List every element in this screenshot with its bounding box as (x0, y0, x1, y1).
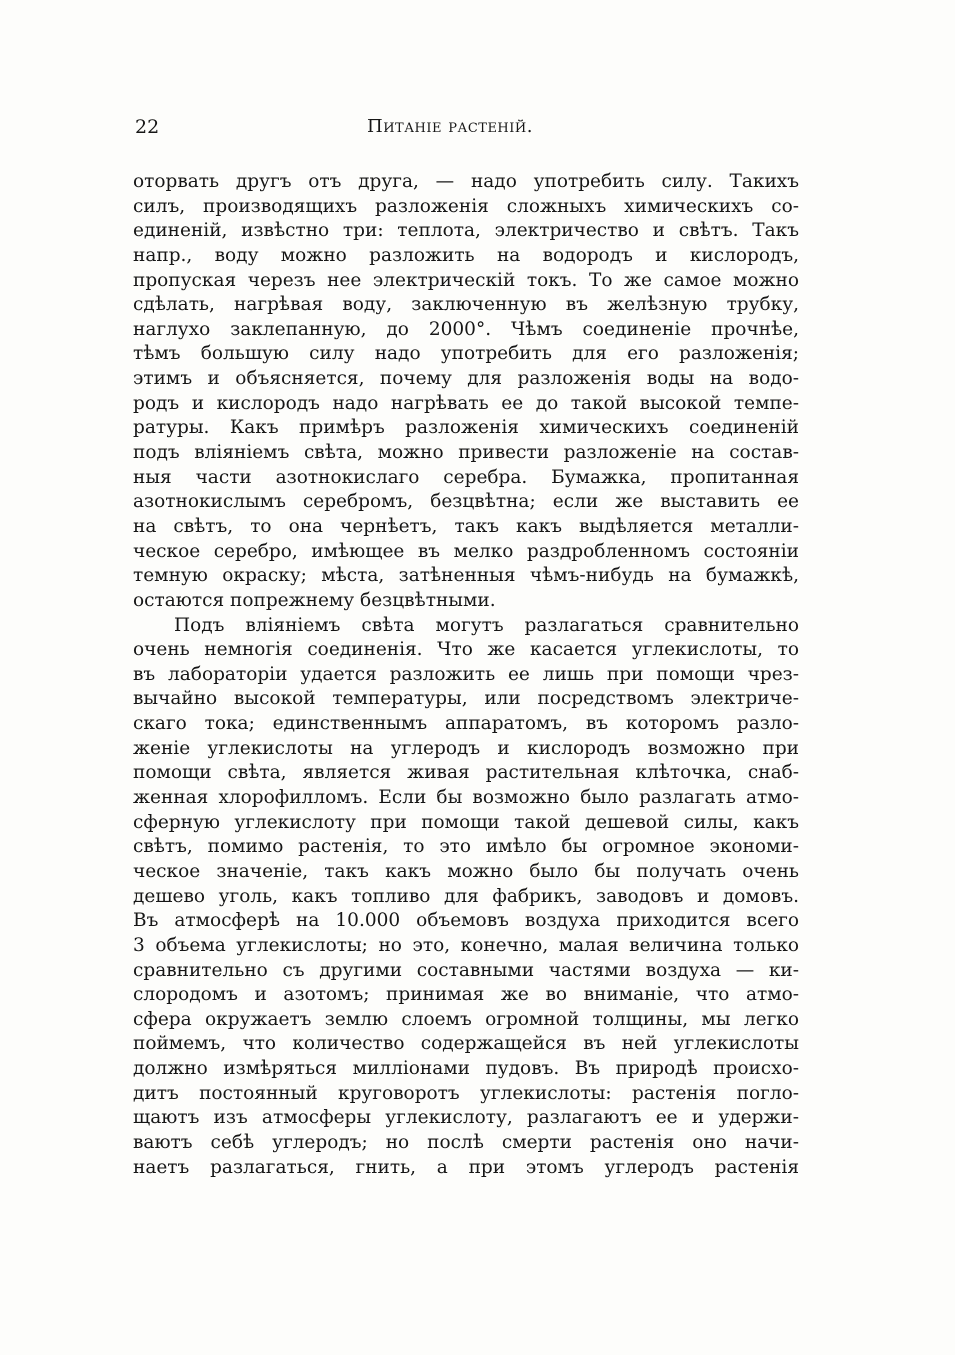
text-line: тѣмъ большую силу надо употребить для его разложенія; (133, 343, 799, 365)
text-line: слородомъ и азотомъ; принимая же во вниманіе, что атмо- (133, 984, 799, 1006)
text-line: ныя части азотнокислаго серебра. Бумажка, пропитанная (133, 466, 799, 488)
text-line: пропуская черезъ нее электрическій токъ. То же самое можно (133, 269, 799, 291)
page-number: 22 (135, 116, 160, 138)
body-text (133, 170, 799, 1180)
text-line: женная хлорофилломъ. Если бы возможно было разлагать атмо- (133, 787, 799, 809)
text-line: свѣтъ, помимо растенія, то это имѣло бы огромное экономи- (133, 836, 799, 858)
page-header (135, 114, 800, 144)
text-line: должно измѣряться милліонами пудовъ. Въ природѣ происхо- (133, 1058, 799, 1080)
text-line: ческое значеніе, такъ какъ можно было бы получать очень (133, 860, 799, 882)
text-line: сфера окружаетъ землю слоемъ огромной толщины, мы легко (133, 1008, 799, 1030)
text-line: вычайно высокой температуры, или посредствомъ электриче- (133, 688, 799, 710)
text-line: помощи свѣта, является живая растительная клѣточка, снаб- (133, 762, 799, 784)
text-line: сферную углекислоту при помощи такой дешевой силы, какъ (133, 811, 799, 833)
text-line: ческое серебро, имѣющее въ мелко раздробленномъ состояніи (133, 540, 799, 562)
text-line: сравнительно съ другими составными частями воздуха — ки- (133, 959, 799, 981)
text-line: остаются попрежнему безцвѣтными. (133, 589, 496, 611)
text-line: этимъ и объясняется, почему для разложенія воды на водо- (133, 368, 799, 390)
text-line: поймемъ, что количество содержащейся въ ней углекислоты (133, 1033, 799, 1055)
text-line: подъ вліяніемъ свѣта, можно привести разложеніе на состав- (133, 442, 799, 464)
text-line: женіе углекислоты на углеродъ и кислородъ возможно при (133, 737, 799, 759)
text-line: единеній, извѣстно три: теплота, электричество и свѣтъ. Такъ (133, 220, 799, 242)
text-line: 3 объема углекислоты; но это, конечно, малая величина только (133, 934, 799, 956)
text-line: оторвать другъ отъ друга, — надо употребить силу. Такихъ (133, 171, 799, 192)
text-line: дешево уголь, какъ топливо для фабрикъ, заводовъ и домовъ. (133, 885, 799, 907)
text-line: Въ атмосферѣ на 10.000 объемовъ воздуха приходится всего (133, 910, 799, 932)
text-line: Подъ вліяніемъ свѣта могутъ разлагаться сравнительно (174, 614, 799, 636)
text-line: очень немногія соединенія. Что же касается углекислоты, то (133, 639, 799, 661)
paragraph (133, 170, 799, 614)
text-line: напр., воду можно разложить на водородъ и кислородъ, (133, 244, 799, 266)
text-line: въ лабораторіи удается разложить ее лишь при помощи чрез- (133, 663, 799, 685)
text-line: щаютъ изъ атмосферы углекислоту, разлагаютъ ее и удержи- (133, 1107, 799, 1129)
paragraph (133, 614, 799, 1181)
text-line: азотнокислымъ серебромъ, безцвѣтна; если же выставить ее (133, 491, 799, 513)
text-line: ваютъ себѣ углеродъ; но послѣ смерти растенія оно начи- (133, 1131, 799, 1153)
text-line: родъ и кислородъ надо нагрѣвать ее до такой высокой темпе- (133, 392, 799, 414)
text-line: силъ, производящихъ разложенія сложныхъ химическихъ со- (133, 195, 799, 217)
text-line: на свѣтъ, то она чернѣетъ, такъ какъ выдѣляется металли- (133, 515, 799, 537)
text-line: ратуры. Какъ примѣръ разложенія химическихъ соединеній (133, 417, 799, 439)
text-line: наетъ разлагаться, гнить, а при этомъ углеродъ растенія (133, 1156, 799, 1178)
text-line: темную окраску; мѣста, затѣненныя чѣмъ-нибудь на бумажкѣ, (133, 565, 799, 587)
text-line: дитъ постоянный круговоротъ углекислоты: растенія погло- (133, 1082, 799, 1104)
text-line: наглухо заклепанную, до 2000°. Чѣмъ соединеніе прочнѣе, (133, 318, 799, 340)
text-line: скаго тока; единственнымъ аппаратомъ, въ которомъ разло- (133, 713, 799, 735)
text-line: сдѣлать, нагрѣвая воду, заключенную въ желѣзную трубку, (133, 294, 799, 316)
running-title: Питаніе растеній. (367, 116, 533, 137)
